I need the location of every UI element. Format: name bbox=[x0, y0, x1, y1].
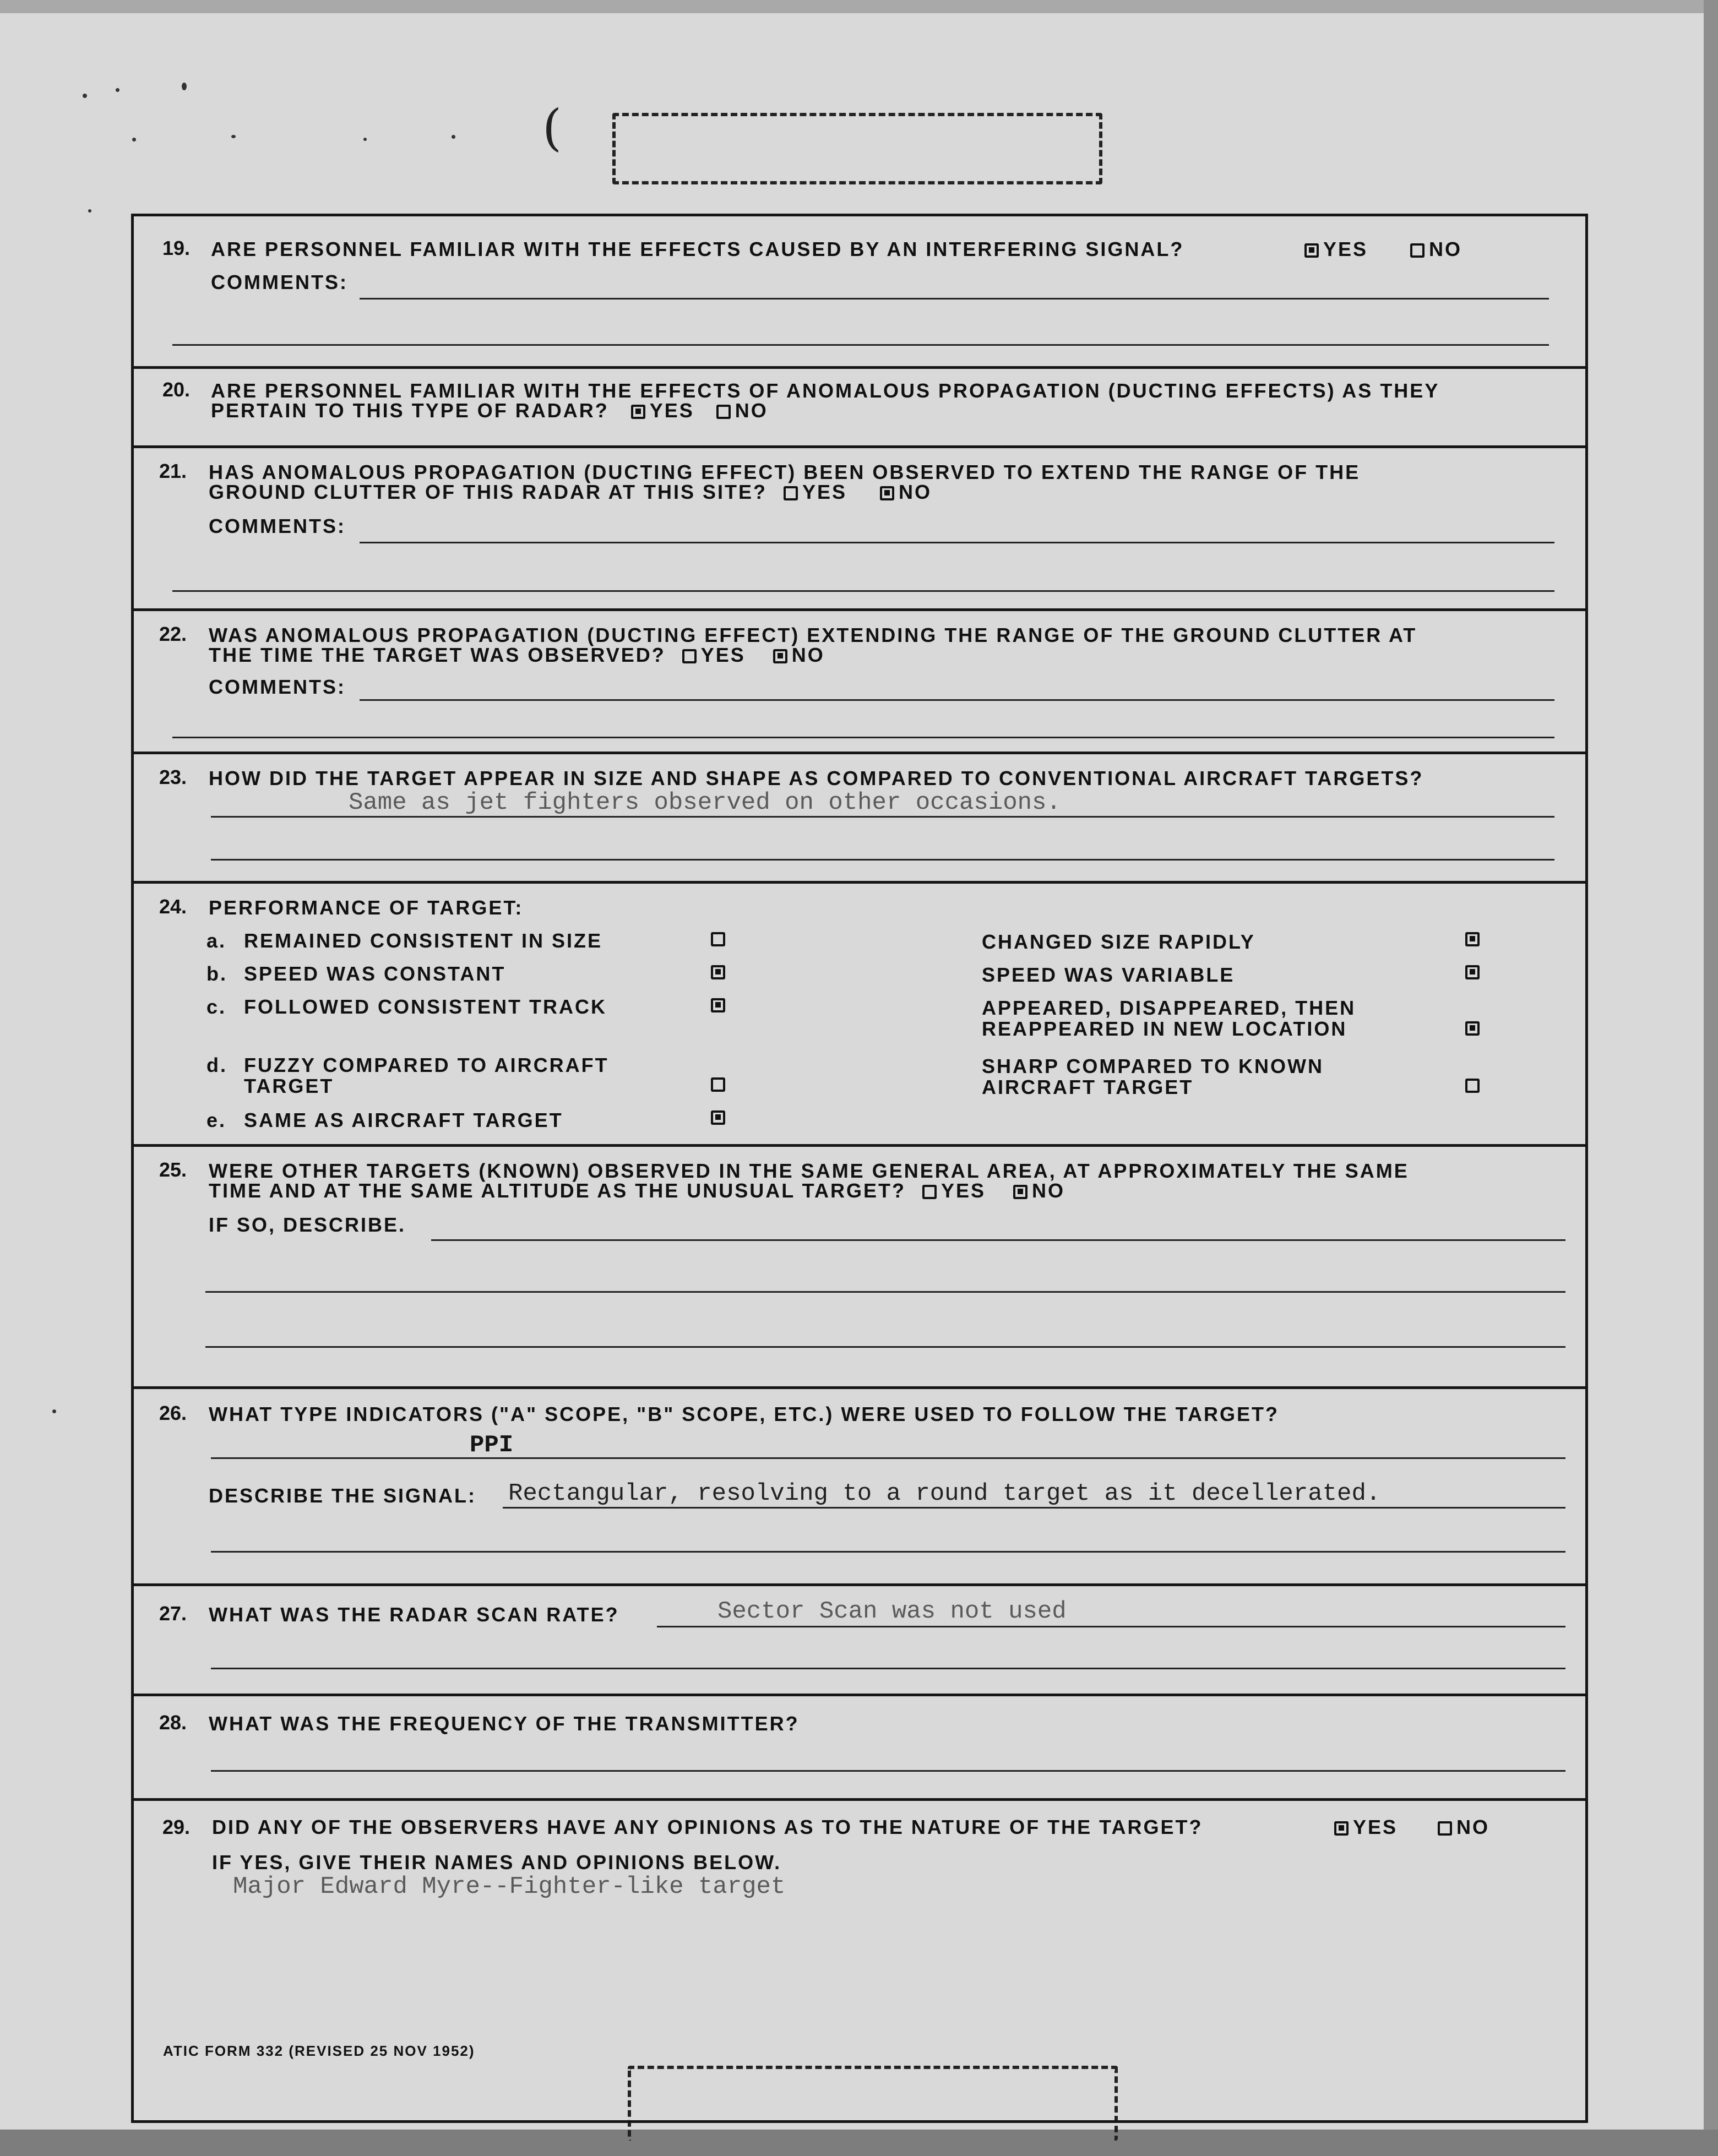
item-r4-label-cont: AIRCRAFT TARGET bbox=[982, 1076, 1194, 1098]
no-checkbox[interactable] bbox=[1438, 1821, 1452, 1836]
question-25 bbox=[134, 1147, 1585, 1389]
question-22 bbox=[134, 611, 1585, 754]
question-22-line2 bbox=[209, 644, 825, 666]
answer-text: Same as jet fighters observed on other occasions. bbox=[349, 789, 1061, 816]
question-22-text: THE TIME THE TARGET WAS OBSERVED? bbox=[209, 644, 666, 666]
answer-line bbox=[172, 737, 1554, 738]
scan-speck bbox=[88, 209, 91, 213]
question-24-title: PERFORMANCE OF TARGET: bbox=[209, 896, 524, 919]
question-number: 29. bbox=[162, 1816, 191, 1838]
question-24 bbox=[134, 884, 1585, 1147]
yes-option bbox=[1300, 238, 1368, 260]
question-23-text: HOW DID THE TARGET APPEAR IN SIZE AND SHAPE AS COMPARED TO CONVENTIONAL AIRCRAFT TARGETS? bbox=[209, 767, 1424, 790]
item-r4-checkbox[interactable] bbox=[1465, 1079, 1480, 1093]
comments-label: COMMENTS: bbox=[211, 271, 348, 293]
question-21 bbox=[134, 448, 1585, 611]
item-e-checkbox[interactable] bbox=[711, 1110, 725, 1125]
describe-label: IF SO, DESCRIBE. bbox=[209, 1213, 406, 1236]
no-checkbox[interactable] bbox=[1410, 243, 1425, 258]
answer-line bbox=[205, 1346, 1565, 1348]
top-stamp-box bbox=[612, 113, 1102, 184]
item-c-label: FOLLOWED CONSISTENT TRACK bbox=[244, 995, 607, 1018]
question-22-line1: WAS ANOMALOUS PROPAGATION (DUCTING EFFECT) EXTENDING THE RANGE OF THE GROUND CLUTTER AT bbox=[209, 624, 1417, 646]
answer-line bbox=[211, 1551, 1565, 1553]
signal-label: DESCRIBE THE SIGNAL: bbox=[209, 1484, 477, 1507]
question-26-text: WHAT TYPE INDICATORS ("A" SCOPE, "B" SCOPE, ETC.) WERE USED TO FOLLOW THE TARGET? bbox=[209, 1403, 1279, 1425]
question-28-text: WHAT WAS THE FREQUENCY OF THE TRANSMITTER? bbox=[209, 1712, 800, 1735]
question-29 bbox=[134, 1801, 1585, 2120]
question-25-text: TIME AND AT THE SAME ALTITUDE AS THE UNUSUAL TARGET? bbox=[209, 1179, 906, 1202]
question-23 bbox=[134, 754, 1585, 884]
scan-speck bbox=[132, 138, 136, 141]
question-27-text: WHAT WAS THE RADAR SCAN RATE? bbox=[209, 1603, 619, 1626]
scan-speck bbox=[452, 135, 455, 139]
question-number: 19. bbox=[162, 237, 191, 259]
item-d-checkbox[interactable] bbox=[711, 1077, 725, 1092]
item-letter: c. bbox=[206, 995, 227, 1018]
question-20-line2 bbox=[211, 400, 768, 422]
yes-label: YES bbox=[1323, 238, 1368, 260]
scan-mark: ( bbox=[542, 99, 562, 157]
question-21-text: GROUND CLUTTER OF THIS RADAR AT THIS SITE? bbox=[209, 481, 767, 503]
answer-line bbox=[211, 859, 1554, 861]
yes-checkbox[interactable] bbox=[1304, 243, 1319, 258]
yes-label: YES bbox=[1353, 1816, 1398, 1838]
item-r3-label-cont: REAPPEARED IN NEW LOCATION bbox=[982, 1017, 1347, 1040]
question-number: 23. bbox=[159, 766, 187, 788]
answer-line bbox=[360, 699, 1554, 701]
no-option bbox=[1406, 238, 1462, 260]
scan-speck bbox=[83, 94, 87, 98]
question-20-line1: ARE PERSONNEL FAMILIAR WITH THE EFFECTS OF ANOMALOUS PROPAGATION (DUCTING EFFECTS) AS THEY bbox=[211, 379, 1440, 402]
yes-checkbox[interactable] bbox=[682, 649, 697, 663]
answer-line bbox=[211, 1457, 1565, 1459]
question-21-line1: HAS ANOMALOUS PROPAGATION (DUCTING EFFECT) BEEN OBSERVED TO EXTEND THE RANGE OF THE bbox=[209, 461, 1361, 483]
scan-speck bbox=[182, 83, 187, 90]
answer-line bbox=[503, 1507, 1565, 1509]
question-29-line1: DID ANY OF THE OBSERVERS HAVE ANY OPINIONS AS TO THE NATURE OF THE TARGET? bbox=[212, 1816, 1203, 1838]
answer-line bbox=[657, 1626, 1565, 1627]
answer-line bbox=[431, 1239, 1565, 1241]
yes-checkbox[interactable] bbox=[922, 1185, 937, 1199]
yes-label: YES bbox=[700, 644, 746, 666]
no-label: NO bbox=[735, 399, 768, 422]
no-label: NO bbox=[1429, 238, 1462, 260]
answer-line bbox=[211, 1668, 1565, 1669]
question-number: 22. bbox=[159, 623, 187, 645]
no-checkbox[interactable] bbox=[1013, 1185, 1027, 1199]
yes-checkbox[interactable] bbox=[784, 486, 798, 500]
item-r3-checkbox[interactable] bbox=[1465, 1021, 1480, 1036]
question-27 bbox=[134, 1586, 1585, 1696]
item-r1-label: CHANGED SIZE RAPIDLY bbox=[982, 930, 1255, 953]
question-number: 20. bbox=[162, 378, 191, 401]
question-25-line2 bbox=[209, 1180, 1065, 1202]
opinion-answer: Major Edward Myre--Fighter-like target bbox=[233, 1873, 786, 1901]
question-25-line1: WERE OTHER TARGETS (KNOWN) OBSERVED IN THE SAME GENERAL AREA, AT APPROXIMATELY THE SAME bbox=[209, 1159, 1409, 1182]
question-number: 27. bbox=[159, 1602, 187, 1625]
answer-line bbox=[211, 816, 1554, 818]
answer-line bbox=[360, 542, 1554, 543]
question-number: 26. bbox=[159, 1402, 187, 1424]
item-letter: b. bbox=[206, 962, 227, 985]
item-letter: a. bbox=[206, 929, 227, 952]
yes-label: YES bbox=[802, 481, 847, 503]
scan-speck bbox=[231, 135, 236, 138]
question-20 bbox=[134, 369, 1585, 448]
no-checkbox[interactable] bbox=[773, 649, 787, 663]
question-29-line2: IF YES, GIVE THEIR NAMES AND OPINIONS BELOW. bbox=[212, 1851, 782, 1874]
answer-line bbox=[172, 590, 1554, 592]
no-checkbox[interactable] bbox=[716, 405, 731, 419]
question-number: 25. bbox=[159, 1158, 187, 1181]
question-number: 24. bbox=[159, 895, 187, 918]
question-number: 21. bbox=[159, 460, 187, 482]
item-b-checkbox[interactable] bbox=[711, 965, 725, 979]
item-r3-label: APPEARED, DISAPPEARED, THEN bbox=[982, 997, 1356, 1019]
question-19 bbox=[134, 216, 1585, 369]
yes-label: YES bbox=[940, 1179, 986, 1202]
question-19-text: ARE PERSONNEL FAMILIAR WITH THE EFFECTS CAUSED BY AN INTERFERING SIGNAL? bbox=[211, 238, 1184, 260]
item-r4-label: SHARP COMPARED TO KNOWN bbox=[982, 1055, 1324, 1077]
item-r2-label: SPEED WAS VARIABLE bbox=[982, 963, 1235, 986]
yes-checkbox[interactable] bbox=[631, 405, 645, 419]
answer-text: Sector Scan was not used bbox=[717, 1598, 1067, 1625]
scan-speck bbox=[363, 138, 367, 141]
no-label: NO bbox=[1032, 1179, 1065, 1202]
item-a-checkbox[interactable] bbox=[711, 932, 725, 946]
signal-answer: Rectangular, resolving to a round target as it decellerated. bbox=[508, 1480, 1381, 1507]
yes-option bbox=[1330, 1816, 1398, 1838]
question-number: 28. bbox=[159, 1711, 187, 1734]
item-r2-checkbox[interactable] bbox=[1465, 965, 1480, 979]
item-d-label-cont: TARGET bbox=[244, 1075, 334, 1097]
comments-label: COMMENTS: bbox=[209, 515, 346, 537]
no-label: NO bbox=[1456, 1816, 1489, 1838]
item-letter: d. bbox=[206, 1054, 227, 1076]
scan-speck bbox=[116, 88, 119, 92]
question-20-text: PERTAIN TO THIS TYPE OF RADAR? bbox=[211, 399, 609, 422]
answer-line bbox=[205, 1291, 1565, 1293]
item-a-label: REMAINED CONSISTENT IN SIZE bbox=[244, 929, 603, 952]
question-26 bbox=[134, 1389, 1585, 1586]
scan-edge-right bbox=[1704, 0, 1718, 2156]
item-b-label: SPEED WAS CONSTANT bbox=[244, 962, 506, 985]
no-label: NO bbox=[791, 644, 825, 666]
answer-line bbox=[211, 1770, 1565, 1772]
answer-line bbox=[172, 344, 1549, 346]
form-number: ATIC FORM 332 (REVISED 25 NOV 1952) bbox=[163, 2043, 475, 2059]
question-21-line2 bbox=[209, 481, 932, 503]
scan-edge-top bbox=[0, 0, 1718, 13]
item-e-label: SAME AS AIRCRAFT TARGET bbox=[244, 1109, 563, 1131]
no-checkbox[interactable] bbox=[880, 486, 894, 500]
answer-line bbox=[360, 298, 1549, 300]
yes-checkbox[interactable] bbox=[1334, 1821, 1349, 1836]
yes-label: YES bbox=[649, 399, 694, 422]
item-letter: e. bbox=[206, 1109, 227, 1131]
scan-speck bbox=[52, 1409, 56, 1413]
no-label: NO bbox=[899, 481, 932, 503]
report-form bbox=[131, 214, 1588, 2123]
question-text bbox=[211, 238, 1184, 260]
no-option bbox=[1433, 1816, 1489, 1838]
item-c-checkbox[interactable] bbox=[711, 998, 725, 1012]
item-d-label: FUZZY COMPARED TO AIRCRAFT bbox=[244, 1054, 609, 1076]
indicator-answer: PPI bbox=[470, 1431, 514, 1459]
comments-label: COMMENTS: bbox=[209, 676, 346, 698]
item-r1-checkbox[interactable] bbox=[1465, 932, 1480, 946]
question-28 bbox=[134, 1696, 1585, 1801]
